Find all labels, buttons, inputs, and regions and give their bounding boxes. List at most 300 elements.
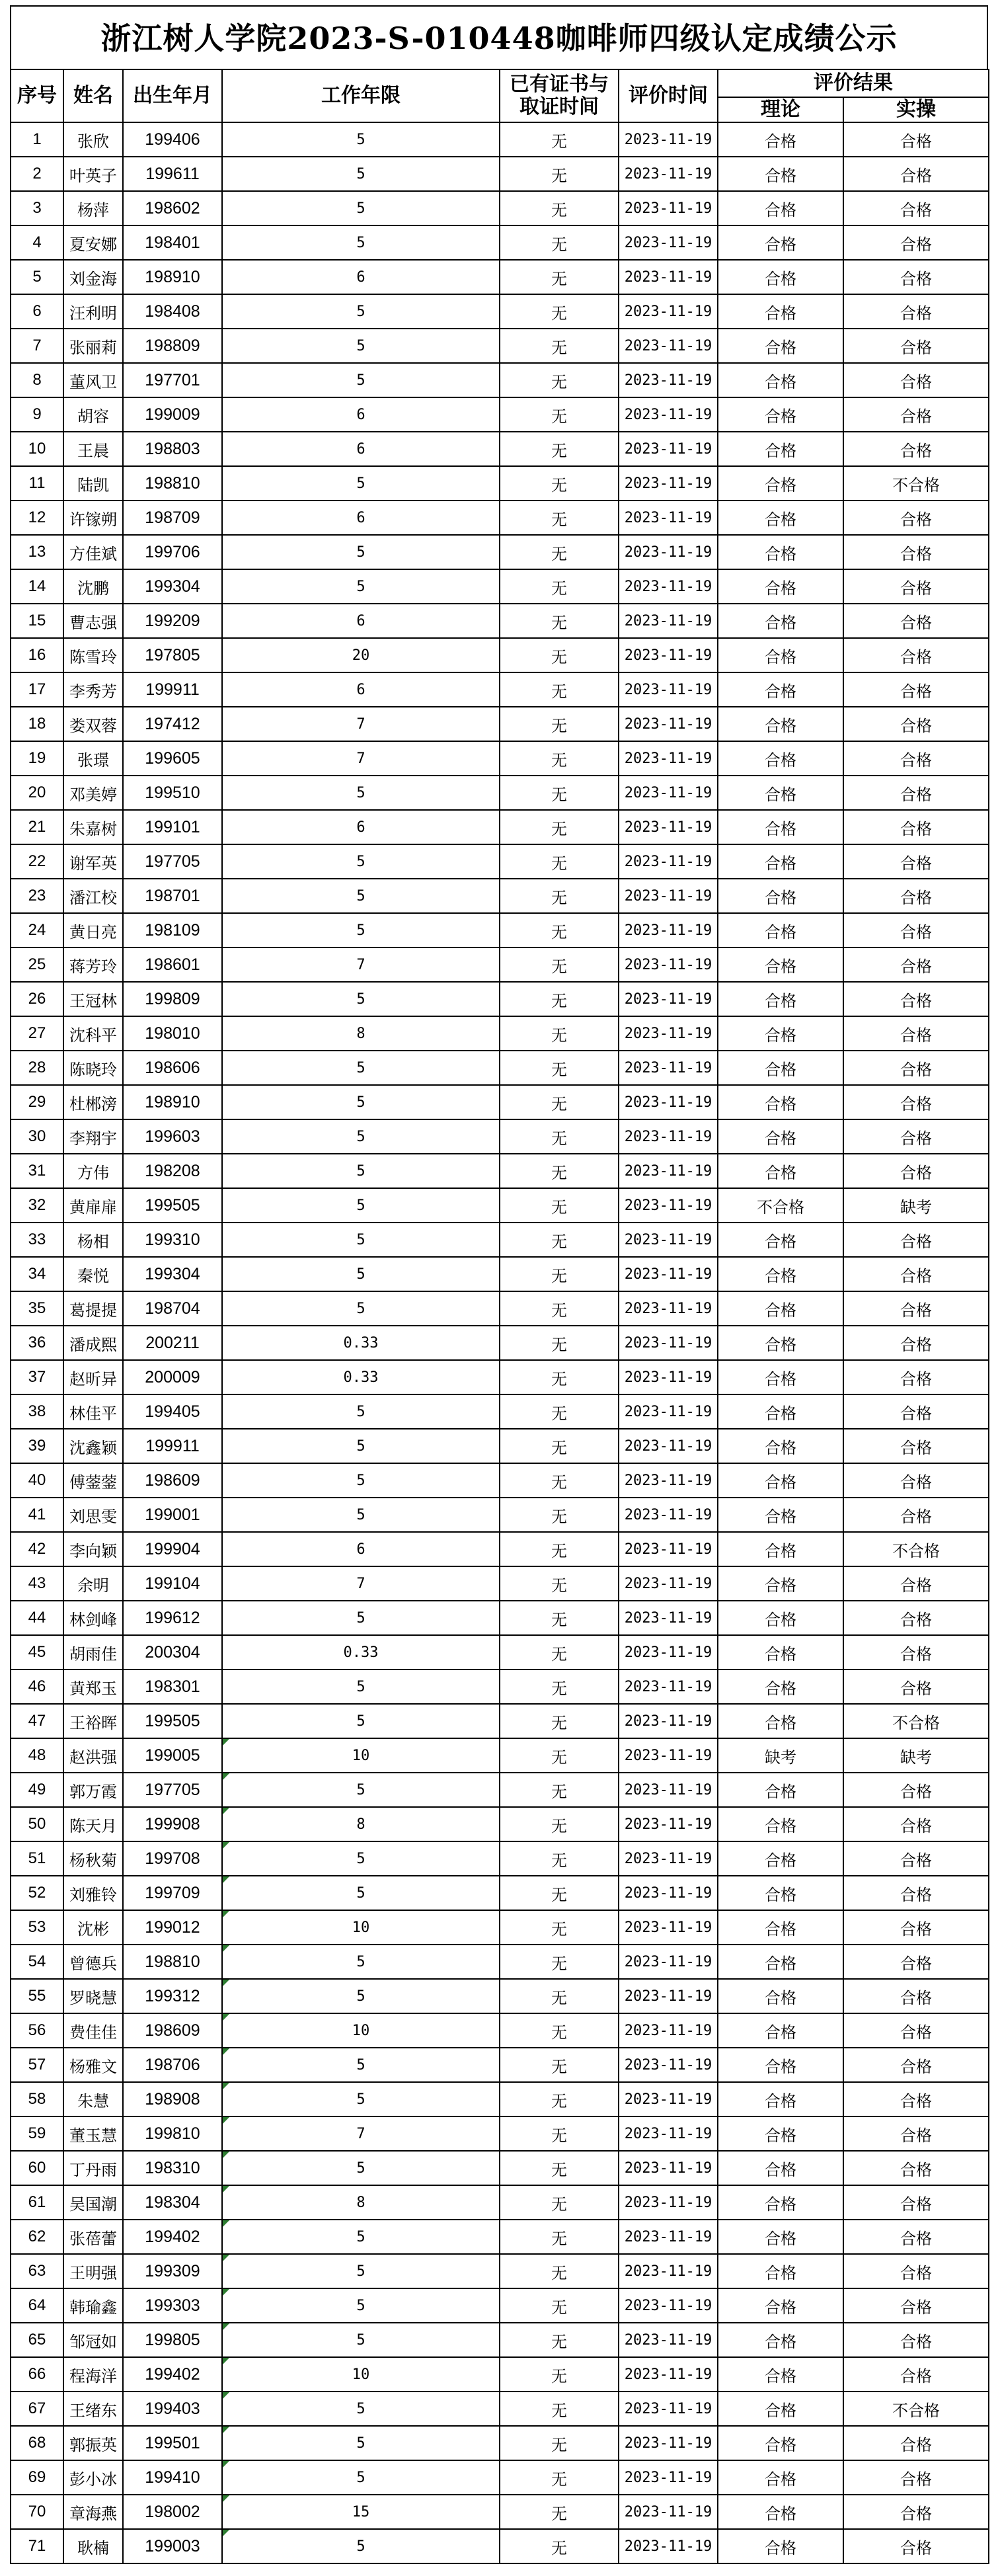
cell-practice: 合格: [843, 1463, 989, 1498]
cell-birth: 198109: [123, 913, 222, 947]
table-row: [11, 1326, 989, 1360]
cell-years: 5: [222, 2048, 500, 2082]
cell-date: 2023-11-19: [619, 2323, 718, 2357]
cell-practice: 合格: [843, 2323, 989, 2357]
cell-name: 丁丹雨: [63, 2151, 123, 2185]
cell-theory: 合格: [718, 2529, 843, 2563]
cell-date: 2023-11-19: [619, 1188, 718, 1223]
cell-cert: 无: [500, 2116, 619, 2151]
cell-practice: 合格: [843, 501, 989, 535]
cell-years: 8: [222, 1807, 500, 1841]
cell-birth: 198606: [123, 1051, 222, 1085]
cell-cert: 无: [500, 982, 619, 1016]
table-row: [11, 1257, 989, 1291]
cell-practice: 合格: [843, 1051, 989, 1085]
cell-date: 2023-11-19: [619, 1876, 718, 1910]
cell-cert: 无: [500, 363, 619, 397]
cell-years: 5: [222, 2323, 500, 2357]
cell-birth: 199805: [123, 2323, 222, 2357]
cell-cert: 无: [500, 1601, 619, 1635]
cell-theory: 合格: [718, 1566, 843, 1601]
cell-practice: 合格: [843, 2426, 989, 2460]
cell-index: 29: [11, 1085, 63, 1119]
table-row: [11, 2529, 989, 2563]
cell-birth: 199406: [123, 122, 222, 157]
table-row: [11, 2288, 989, 2323]
cell-date: 2023-11-19: [619, 741, 718, 776]
cell-years: 7: [222, 1566, 500, 1601]
cell-name: 沈鹏: [63, 569, 123, 604]
cell-practice: 合格: [843, 2254, 989, 2288]
table-row: [11, 1945, 989, 1979]
cell-birth: 200211: [123, 1326, 222, 1360]
cell-index: 13: [11, 535, 63, 569]
cell-index: 40: [11, 1463, 63, 1498]
cell-theory: 合格: [718, 844, 843, 879]
cell-index: 21: [11, 810, 63, 844]
cell-years: 10: [222, 1738, 500, 1773]
cell-practice: 合格: [843, 2013, 989, 2048]
cell-index: 4: [11, 225, 63, 260]
cell-cert: 无: [500, 432, 619, 466]
cell-practice: 合格: [843, 1876, 989, 1910]
cell-practice: 合格: [843, 2151, 989, 2185]
table-row: [11, 913, 989, 947]
cell-date: 2023-11-19: [619, 1738, 718, 1773]
cell-years: 15: [222, 2495, 500, 2529]
cell-practice: 合格: [843, 672, 989, 707]
cell-theory: 合格: [718, 1498, 843, 1532]
cell-date: 2023-11-19: [619, 1016, 718, 1051]
cell-theory: 合格: [718, 501, 843, 535]
table-row: [11, 2151, 989, 2185]
table-row: [11, 157, 989, 191]
cell-theory: 合格: [718, 191, 843, 225]
cell-theory: 合格: [718, 1394, 843, 1429]
cell-name: 张欣: [63, 122, 123, 157]
cell-practice: 合格: [843, 1601, 989, 1635]
table-row: [11, 1360, 989, 1394]
table-row: [11, 2254, 989, 2288]
cell-name: 赵洪强: [63, 1738, 123, 1773]
cell-birth: 199904: [123, 1532, 222, 1566]
cell-years: 5: [222, 122, 500, 157]
cell-years: 6: [222, 260, 500, 294]
cell-theory: 合格: [718, 638, 843, 672]
cell-index: 16: [11, 638, 63, 672]
cell-date: 2023-11-19: [619, 1910, 718, 1945]
cell-years: 5: [222, 157, 500, 191]
cell-birth: 200304: [123, 1635, 222, 1670]
cell-index: 7: [11, 329, 63, 363]
table-row: [11, 1394, 989, 1429]
cell-birth: 198401: [123, 225, 222, 260]
cell-cert: 无: [500, 1223, 619, 1257]
cell-name: 李秀芳: [63, 672, 123, 707]
cell-practice: 合格: [843, 329, 989, 363]
cell-theory: 合格: [718, 363, 843, 397]
cell-date: 2023-11-19: [619, 2357, 718, 2392]
cell-name: 黄扉扉: [63, 1188, 123, 1223]
cell-birth: 198010: [123, 1016, 222, 1051]
header-date: 评价时间: [619, 69, 718, 122]
cell-theory: 合格: [718, 1979, 843, 2013]
cell-practice: 缺考: [843, 1188, 989, 1223]
cell-cert: 无: [500, 947, 619, 982]
cell-cert: 无: [500, 2323, 619, 2357]
table-row: [11, 1910, 989, 1945]
cell-years: 7: [222, 947, 500, 982]
cell-birth: 199310: [123, 1223, 222, 1257]
cell-date: 2023-11-19: [619, 1326, 718, 1360]
cell-cert: 无: [500, 776, 619, 810]
cell-index: 12: [11, 501, 63, 535]
cell-birth: 199501: [123, 2426, 222, 2460]
cell-name: 曾德兵: [63, 1945, 123, 1979]
table-body: [11, 122, 989, 2563]
cell-practice: 合格: [843, 1979, 989, 2013]
cell-practice: 合格: [843, 1016, 989, 1051]
cell-cert: 无: [500, 535, 619, 569]
cell-cert: 无: [500, 569, 619, 604]
cell-theory: 合格: [718, 260, 843, 294]
cell-birth: 198910: [123, 260, 222, 294]
cell-date: 2023-11-19: [619, 1773, 718, 1807]
cell-practice: 合格: [843, 1429, 989, 1463]
cell-index: 1: [11, 122, 63, 157]
cell-cert: 无: [500, 1463, 619, 1498]
cell-years: 5: [222, 535, 500, 569]
cell-name: 胡容: [63, 397, 123, 432]
cell-name: 傅蓥蓥: [63, 1463, 123, 1498]
cell-index: 64: [11, 2288, 63, 2323]
cell-practice: 合格: [843, 2495, 989, 2529]
cell-cert: 无: [500, 122, 619, 157]
cell-birth: 199304: [123, 569, 222, 604]
cell-years: 5: [222, 1394, 500, 1429]
cell-index: 33: [11, 1223, 63, 1257]
cell-years: 5: [222, 225, 500, 260]
cell-date: 2023-11-19: [619, 1257, 718, 1291]
cell-birth: 199101: [123, 810, 222, 844]
cell-theory: 合格: [718, 1257, 843, 1291]
cell-index: 2: [11, 157, 63, 191]
cell-name: 汪利明: [63, 294, 123, 329]
cell-cert: 无: [500, 1498, 619, 1532]
cell-name: 方佳斌: [63, 535, 123, 569]
table-row: [11, 1670, 989, 1704]
cell-cert: 无: [500, 1429, 619, 1463]
table-row: [11, 466, 989, 501]
cell-name: 王绪东: [63, 2392, 123, 2426]
cell-practice: 合格: [843, 1910, 989, 1945]
table-row: [11, 2495, 989, 2529]
cell-theory: 合格: [718, 810, 843, 844]
cell-birth: 199012: [123, 1910, 222, 1945]
cell-birth: 198408: [123, 294, 222, 329]
table-row: [11, 604, 989, 638]
cell-years: 7: [222, 741, 500, 776]
cell-index: 71: [11, 2529, 63, 2563]
cell-cert: 无: [500, 1979, 619, 2013]
cell-index: 65: [11, 2323, 63, 2357]
cell-practice: 合格: [843, 2288, 989, 2323]
cell-index: 31: [11, 1154, 63, 1188]
cell-birth: 198706: [123, 2048, 222, 2082]
cell-years: 5: [222, 2254, 500, 2288]
cell-years: 5: [222, 2220, 500, 2254]
cell-index: 50: [11, 1807, 63, 1841]
cell-index: 32: [11, 1188, 63, 1223]
cell-years: 5: [222, 1051, 500, 1085]
cell-cert: 无: [500, 707, 619, 741]
cell-practice: 合格: [843, 2460, 989, 2495]
cell-years: 5: [222, 1704, 500, 1738]
cell-index: 45: [11, 1635, 63, 1670]
header-practice: 实操: [843, 97, 989, 122]
cell-cert: 无: [500, 2220, 619, 2254]
cell-index: 47: [11, 1704, 63, 1738]
cell-index: 58: [11, 2082, 63, 2116]
cell-cert: 无: [500, 638, 619, 672]
cell-name: 谢军英: [63, 844, 123, 879]
table-row: [11, 1979, 989, 2013]
table-row: [11, 1016, 989, 1051]
cell-name: 赵昕异: [63, 1360, 123, 1394]
cell-years: 5: [222, 363, 500, 397]
cell-cert: 无: [500, 2254, 619, 2288]
cell-cert: 无: [500, 1566, 619, 1601]
cell-practice: 合格: [843, 1670, 989, 1704]
cell-years: 5: [222, 844, 500, 879]
table-row: [11, 2426, 989, 2460]
header-cert: 已有证书与取证时间: [500, 69, 619, 122]
cell-cert: 无: [500, 879, 619, 913]
table-row: [11, 947, 989, 982]
cell-date: 2023-11-19: [619, 913, 718, 947]
cell-date: 2023-11-19: [619, 2392, 718, 2426]
table-row: [11, 844, 989, 879]
cell-birth: 198609: [123, 2013, 222, 2048]
cell-theory: 合格: [718, 2323, 843, 2357]
cell-index: 25: [11, 947, 63, 982]
cell-years: 5: [222, 329, 500, 363]
cell-practice: 合格: [843, 1773, 989, 1807]
cell-birth: 198304: [123, 2185, 222, 2220]
cell-name: 罗晓慧: [63, 1979, 123, 2013]
table-row: [11, 810, 989, 844]
cell-birth: 200009: [123, 1360, 222, 1394]
cell-years: 5: [222, 776, 500, 810]
cell-index: 8: [11, 363, 63, 397]
cell-theory: 合格: [718, 1876, 843, 1910]
cell-birth: 198704: [123, 1291, 222, 1326]
cell-date: 2023-11-19: [619, 1463, 718, 1498]
cell-years: 5: [222, 1945, 500, 1979]
cell-name: 沈科平: [63, 1016, 123, 1051]
cell-birth: 199209: [123, 604, 222, 638]
cell-practice: 合格: [843, 2116, 989, 2151]
cell-name: 杨萍: [63, 191, 123, 225]
cell-theory: 合格: [718, 2116, 843, 2151]
cell-date: 2023-11-19: [619, 2048, 718, 2082]
cell-cert: 无: [500, 397, 619, 432]
cell-birth: 199304: [123, 1257, 222, 1291]
cell-years: 10: [222, 2013, 500, 2048]
cell-years: 5: [222, 2288, 500, 2323]
cell-theory: 合格: [718, 2220, 843, 2254]
table-row: [11, 776, 989, 810]
table-row: [11, 501, 989, 535]
cell-practice: 合格: [843, 2357, 989, 2392]
cell-name: 王明强: [63, 2254, 123, 2288]
cell-theory: 合格: [718, 707, 843, 741]
cell-practice: 合格: [843, 638, 989, 672]
cell-date: 2023-11-19: [619, 707, 718, 741]
cell-name: 王冠林: [63, 982, 123, 1016]
table-row: [11, 1291, 989, 1326]
cell-years: 0.33: [222, 1326, 500, 1360]
cell-birth: 199708: [123, 1841, 222, 1876]
cell-name: 董风卫: [63, 363, 123, 397]
cell-name: 胡雨佳: [63, 1635, 123, 1670]
cell-date: 2023-11-19: [619, 2185, 718, 2220]
cell-years: 5: [222, 1291, 500, 1326]
cell-theory: 合格: [718, 1223, 843, 1257]
cell-birth: 198709: [123, 501, 222, 535]
cell-practice: 合格: [843, 157, 989, 191]
cell-years: 5: [222, 466, 500, 501]
cell-birth: 199911: [123, 1429, 222, 1463]
cell-name: 黄郑玉: [63, 1670, 123, 1704]
cell-date: 2023-11-19: [619, 672, 718, 707]
cell-cert: 无: [500, 844, 619, 879]
cell-cert: 无: [500, 1807, 619, 1841]
cell-name: 耿楠: [63, 2529, 123, 2563]
header-name: 姓名: [63, 69, 123, 122]
cell-practice: 合格: [843, 2185, 989, 2220]
cell-theory: 合格: [718, 122, 843, 157]
cell-years: 5: [222, 2151, 500, 2185]
cell-name: 朱慧: [63, 2082, 123, 2116]
cell-name: 陈天月: [63, 1807, 123, 1841]
cell-practice: 合格: [843, 2082, 989, 2116]
cell-theory: 合格: [718, 1670, 843, 1704]
cell-birth: 199809: [123, 982, 222, 1016]
cell-birth: 198601: [123, 947, 222, 982]
cell-practice: 不合格: [843, 466, 989, 501]
cell-birth: 199003: [123, 2529, 222, 2563]
cell-date: 2023-11-19: [619, 363, 718, 397]
cell-date: 2023-11-19: [619, 1532, 718, 1566]
cell-practice: 合格: [843, 1326, 989, 1360]
cell-practice: 合格: [843, 1635, 989, 1670]
cell-date: 2023-11-19: [619, 1498, 718, 1532]
header-theory: 理论: [718, 97, 843, 122]
cell-date: 2023-11-19: [619, 2495, 718, 2529]
cell-date: 2023-11-19: [619, 947, 718, 982]
cell-date: 2023-11-19: [619, 2082, 718, 2116]
cell-practice: 合格: [843, 191, 989, 225]
cell-cert: 无: [500, 225, 619, 260]
cell-cert: 无: [500, 501, 619, 535]
cell-cert: 无: [500, 260, 619, 294]
table-row: [11, 1188, 989, 1223]
cell-name: 杨秋菊: [63, 1841, 123, 1876]
cell-cert: 无: [500, 2426, 619, 2460]
table-row: [11, 363, 989, 397]
cell-cert: 无: [500, 1119, 619, 1154]
cell-cert: 无: [500, 294, 619, 329]
cell-theory: 合格: [718, 913, 843, 947]
cell-practice: 不合格: [843, 2392, 989, 2426]
cell-theory: 合格: [718, 2357, 843, 2392]
cell-cert: 无: [500, 810, 619, 844]
table-row: [11, 638, 989, 672]
cell-years: 0.33: [222, 1360, 500, 1394]
cell-years: 6: [222, 501, 500, 535]
cell-years: 5: [222, 1773, 500, 1807]
cell-cert: 无: [500, 157, 619, 191]
cell-name: 林剑峰: [63, 1601, 123, 1635]
cell-cert: 无: [500, 1876, 619, 1910]
cell-years: 8: [222, 2185, 500, 2220]
cell-practice: 合格: [843, 225, 989, 260]
cell-name: 吴国潮: [63, 2185, 123, 2220]
table-row: [11, 741, 989, 776]
cell-date: 2023-11-19: [619, 2460, 718, 2495]
cell-birth: 199709: [123, 1876, 222, 1910]
table-row: [11, 225, 989, 260]
cell-date: 2023-11-19: [619, 1566, 718, 1601]
cell-years: 5: [222, 1429, 500, 1463]
cell-practice: 合格: [843, 604, 989, 638]
table-row: [11, 879, 989, 913]
cell-birth: 198908: [123, 2082, 222, 2116]
cell-theory: 合格: [718, 2013, 843, 2048]
table-row: [11, 707, 989, 741]
cell-name: 杨雅文: [63, 2048, 123, 2082]
cell-date: 2023-11-19: [619, 2288, 718, 2323]
table-row: [11, 432, 989, 466]
cell-theory: 合格: [718, 466, 843, 501]
cell-birth: 199612: [123, 1601, 222, 1635]
cell-date: 2023-11-19: [619, 2220, 718, 2254]
cell-index: 70: [11, 2495, 63, 2529]
cell-name: 陈雪玲: [63, 638, 123, 672]
cell-practice: 合格: [843, 294, 989, 329]
cell-theory: 合格: [718, 1016, 843, 1051]
cell-index: 14: [11, 569, 63, 604]
cell-theory: 合格: [718, 2288, 843, 2323]
cell-date: 2023-11-19: [619, 2529, 718, 2563]
cell-theory: 合格: [718, 294, 843, 329]
cell-date: 2023-11-19: [619, 982, 718, 1016]
cell-name: 李向颖: [63, 1532, 123, 1566]
table-row: [11, 1498, 989, 1532]
cell-practice: 合格: [843, 1119, 989, 1154]
cell-cert: 无: [500, 672, 619, 707]
cell-practice: 合格: [843, 432, 989, 466]
cell-theory: 合格: [718, 1119, 843, 1154]
cell-years: 6: [222, 397, 500, 432]
cell-index: 10: [11, 432, 63, 466]
cell-name: 董玉慧: [63, 2116, 123, 2151]
cell-practice: 合格: [843, 844, 989, 879]
table-row: [11, 2323, 989, 2357]
table-row: [11, 982, 989, 1016]
cell-index: 59: [11, 2116, 63, 2151]
